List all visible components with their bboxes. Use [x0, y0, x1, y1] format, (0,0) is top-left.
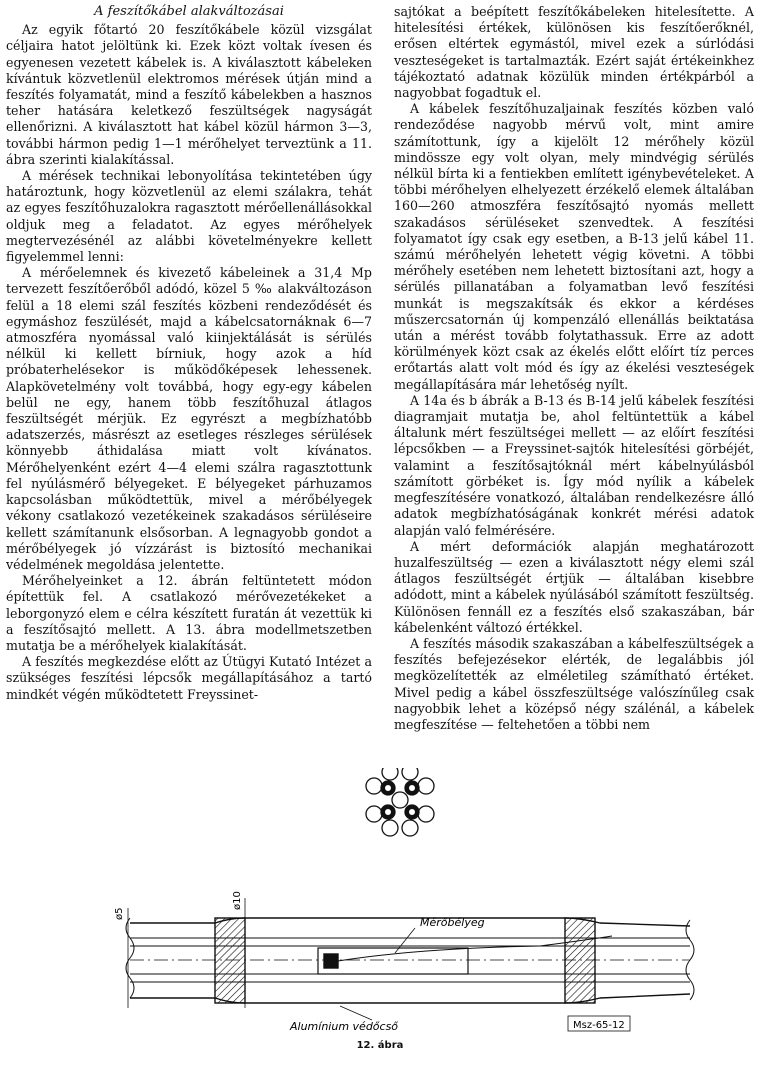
paragraph: A 14a és b ábrák a B-13 és B-14 jelű kábelek feszítési diagramjait mutatja be, ahol feltüntettük a kábel általunk mért feszültségei mellett — az előírt feszítési lépcsőkben — a Freyssinet-sajtók hitelesítési görbéjét, valamint a feszítősajtóknál mért kábelnyúlásból számított görbéket is. Így mód nyílik a kábelek megfeszítésére vonatkozó, általában rendelkezésre álló adatok megbízhatóságának konkrét mérési adatok alapján való felmérésére.	[394, 392, 754, 538]
paragraph: A kábelek feszítőhuzaljainak feszítés közben való rendeződése nagyobb mérvű volt, mint amire számítottunk, így a kijelölt 12 mérőhely közül mindössze egy volt olyan, mely mindvégig sérülés nélkül bírta ki a fentiekben említett igénybevételeket. A többi mérőhelyen elhelyezett érzékelő elemek általában 160—260 atmoszféra feszítősajtó nyomás mellett szakadásos sérüléseket szenvedtek. A feszítési folyamatot így csak egy esetben, a B-13 jelű kábel 11. számú mérőhelyén lehetett végig követni. A többi mérőhely esetében nem lehetett biztosítani azt, hogy a sérülés pillanatában a folyamatban levő feszítési munkát is megszakítsák és ekkor a kérdéses műszercsatornán új kompenzáló ellenállás beiktatása után a mérést tovább folytathassuk. Erre az adott körülmények közt csak az ékelés előtt előírt tíz perces erőtartás alatt volt mód és így az ékelési veszteségek megállapítására már lehetőség nyílt.	[394, 101, 754, 392]
paragraph: Mérőhelyeinket a 12. ábrán feltüntetett módon építettük fel. A csatlakozó mérővezetékeket a leborgonyzó elem e célra készített furatán át vezettük ki a feszítősajtó mellett. A 13. ábra modellmetszetben mutatja be a mérőhelyek kialakítását.	[6, 573, 372, 653]
paragraph: A feszítés megkezdése előtt az Útügyi Kutató Intézet a szükséges feszítési lépcsők megállapításához a tartó mindkét végén működtetett Freyssinet-	[6, 654, 372, 702]
paragraph-continuation: sajtókat a beépített feszítőkábeleken hitelesítette. A hitelesítési értékek, különösen kis feszítőerőknél, erősen eltértek egymástól, mivel ezek a súrlódási veszteségeket is tartalmazták. Ezért saját értékeinkhez tájékoztató adatnak közülük minden értékpárból a nagyobbat fogadtuk el.	[394, 4, 754, 101]
figure-12-drawing	[0, 768, 760, 1067]
paragraph: A mérőelemnek és kivezető kábeleinek a 31,4 Mp tervezett feszítőerőből adódó, közel 5 ‰ alakváltozáson felül a 18 elemi szál feszítés közbeni rendeződését és egymáshoz feszülését, majd a kábelcsatornáknak 6—7 atmoszféra nyomással való kiinjektálását is sérülés nélkül ki kellett bírniuk, hogy azok a híd próbaterhelésekor is működőképesek lehessenek. Alapkövetelmény volt továbbá, hogy egy-egy kábelen belül ne egy, hanem több feszítőhuzal átlagos feszültségét mérjük. Ez egyrészt a megbízhatóbb adatszerzés, másrészt az esetleges részleges sérülések könnyebb áthidalása miatt volt kívánatos. Mérőhelyenként ezért 4—4 elemi szálra ragasztottunk fel nyúlásmérő bélyegeket. E bélyegeket párhuzamos kapcsolásban működtettük, mivel a mérőbélyegek vékony csatlakozó vezetékeinek szakadásos sérüléseire kellett számítanunk elsősorban. A legnagyobb gondot a mérőbélyegek jó vízzárást is biztosító mechanikai védelmének megoldása jelentette.	[6, 265, 372, 572]
dimension-left: ø5	[114, 907, 125, 920]
right-column	[394, 4, 754, 733]
figure-stamp: Msz-65-12	[573, 1020, 625, 1031]
dimension-right: ø10	[232, 891, 243, 910]
paragraph: A mért deformációk alapján meghatározott huzalfeszültség — ezen a kiválasztott négy elemi szál átlagos feszültségét értjük — általában kisebbre adódott, mint a kábelek nyúlásából számított feszültség. Különösen fennáll ez a feszítés első szakaszában, bár kábelenként változó értékkel.	[394, 538, 754, 635]
paragraph: A feszítés második szakaszában a kábelfeszültségek a feszítés befejezésekor elérték, de legalábbis jól megközelítették az elméletileg számítható értéket. Mivel pedig a kábel összfeszültsége valószínűleg csak nagyobbik lehet a középső négy szálénál, a kábelek megfeszítése — feltehetően a többi nem	[394, 635, 754, 732]
cable-cross-section	[366, 768, 434, 836]
paragraph: Az egyik főtartó 20 feszítőkábele közül vizsgálat céljaira hatot jelöltünk ki. Ezek közt voltak ívesen és egyenesen vezetett kábelek is. A kiválasztott kábeleken kívántuk közvetlenül elektromos mérések útján mind a feszítés folyamatát, mind a feszítő kábelekben a hasznos teher hatására keletkező feszültségek nagyságát ellenőrizni. A kiválasztott hat kábel közül hármon 3—3, további hármon pedig 1—1 mérőhelyet terveztünk a 11. ábra szerinti kialakítással.	[6, 22, 372, 167]
cable-longitudinal-section	[126, 898, 694, 1020]
label-strain-gauge: Mérőbélyeg	[420, 916, 485, 929]
paragraph: A mérések technikai lebonyolítása tekintetében úgy határoztunk, hogy közvetlenül az elemi szálakra, tehát az egyes feszítőhuzalokra ragasztott mérőellenállásokkal oldjuk meg a feladatot. Az egyes mérőhelyek megtervezésénél az alábbi követelményekre kellett figyelemmel lenni:	[6, 168, 372, 265]
section-heading: A feszítőkábel alakváltozásai	[94, 4, 284, 19]
left-column	[6, 4, 372, 703]
label-aluminium-tube: Alumínium védőcső	[290, 1020, 399, 1033]
figure-caption: 12. ábra	[356, 1040, 404, 1051]
